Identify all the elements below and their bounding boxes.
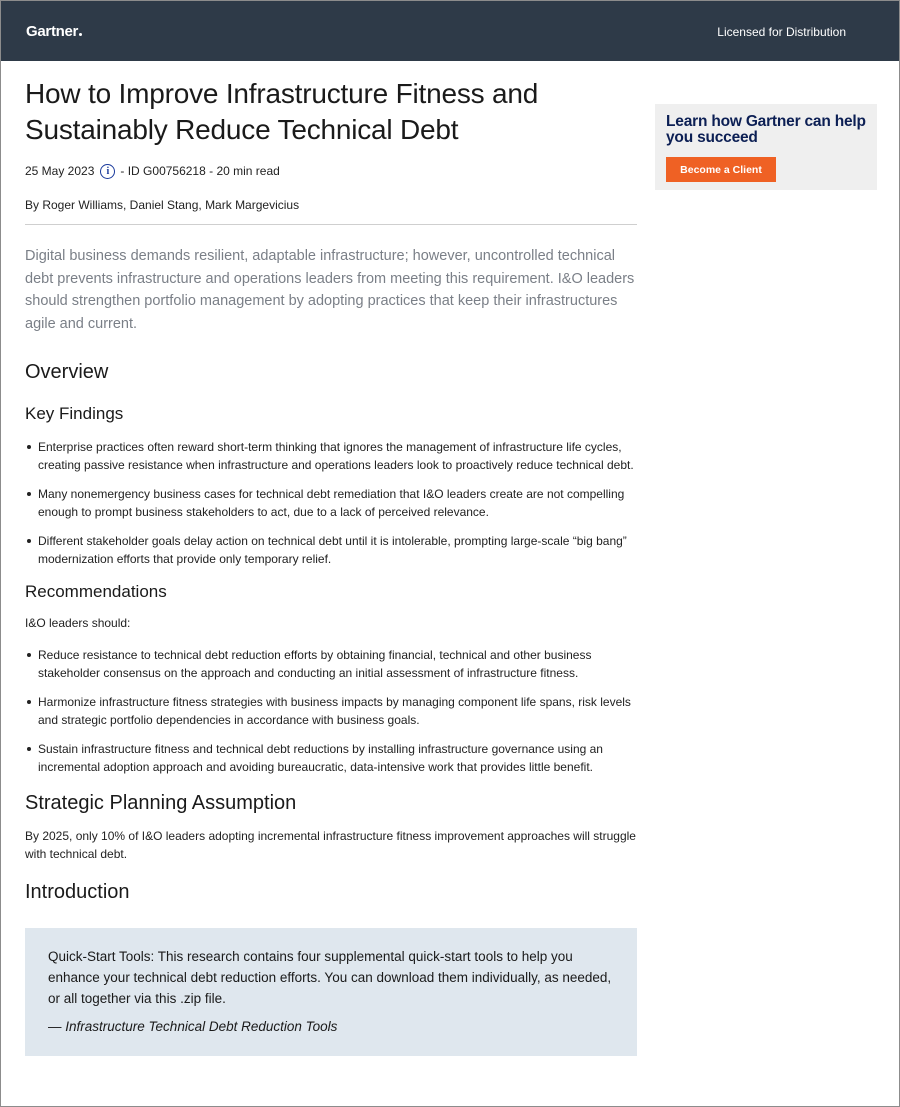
overview-heading: Overview [25, 361, 109, 383]
article-meta [25, 162, 637, 180]
list-item: Sustain infrastructure fitness and technical debt reductions by installing infrastructure governance using an incremental adoption approach and avoiding bureaucratic, data-intensive work that provides little benefit. [25, 740, 637, 776]
callout-source [48, 1019, 613, 1034]
introduction-heading: Introduction [25, 881, 130, 903]
strategic-planning-text: By 2025, only 10% of I&O leaders adopting incremental infrastructure fitness improvement approaches will struggle with technical debt. [25, 829, 636, 861]
callout-text[interactable]: Quick-Start Tools: This research contains four supplemental quick-start tools to help you enhance your technical debt reduction efforts. You can download them individually, as needed, or all together via this .zip file. [48, 949, 612, 1006]
quick-start-callout [25, 928, 637, 1056]
licensed-label: Licensed for Distribution [717, 25, 846, 39]
key-findings-list [25, 438, 637, 568]
article-main [25, 61, 637, 1056]
document-id-read-time: - ID G00756218 - 20 min read [120, 164, 280, 178]
publish-date: 25 May 2023 [25, 164, 95, 178]
recommendations-intro: I&O leaders should: [25, 616, 131, 630]
callout-source-title[interactable]: Infrastructure Technical Debt Reduction Tools [65, 1019, 338, 1034]
promo-headline: Learn how Gartner can help you succeed [666, 113, 866, 146]
logo-dot [79, 33, 82, 36]
top-header-bar [1, 1, 900, 61]
callout-dash: — [48, 1019, 62, 1034]
become-client-button[interactable]: Become a Client [666, 157, 776, 182]
list-item: Many nonemergency business cases for technical debt remediation that I&O leaders create are not compelling enough to prompt business stakeholders to act, due to a lack of perceived relevance. [25, 485, 637, 521]
gartner-logo[interactable] [26, 23, 82, 40]
recommendations-list [25, 646, 637, 776]
header-divider [25, 224, 637, 225]
list-item: Harmonize infrastructure fitness strategies with business impacts by managing component life spans, risk levels and strategic portfolio dependencies in accordance with business goals. [25, 693, 637, 729]
article-authors: By Roger Williams, Daniel Stang, Mark Margevicius [25, 198, 300, 212]
article-title: How to Improve Infrastructure Fitness and Sustainably Reduce Technical Debt [25, 78, 539, 145]
strategic-planning-heading: Strategic Planning Assumption [25, 792, 297, 814]
recommendations-heading: Recommendations [25, 582, 167, 601]
client-promo-box [655, 104, 877, 190]
info-icon[interactable]: i [100, 164, 115, 179]
list-item: Enterprise practices often reward short-term thinking that ignores the management of infrastructure life cycles, creating passive resistance when infrastructure and operations leaders look to proactively reduce technical debt. [25, 438, 637, 474]
list-item: Different stakeholder goals delay action on technical debt until it is intolerable, prompting large-scale “big bang” modernization efforts that provide only temporary relief. [25, 532, 637, 568]
key-findings-heading: Key Findings [25, 404, 124, 423]
logo-text: Gartner [26, 23, 79, 40]
article-summary: Digital business demands resilient, adaptable infrastructure; however, uncontrolled technical debt prevents infrastructure and operations leaders from meeting this requirement. I&O leaders should strengthen portfolio management by adopting practices that keep their infrastructures agile and current. [25, 248, 635, 332]
list-item: Reduce resistance to technical debt reduction efforts by obtaining financial, technical and other business stakeholder consensus on the approach and conducting an initial assessment of infrastructure fitness. [25, 646, 637, 682]
